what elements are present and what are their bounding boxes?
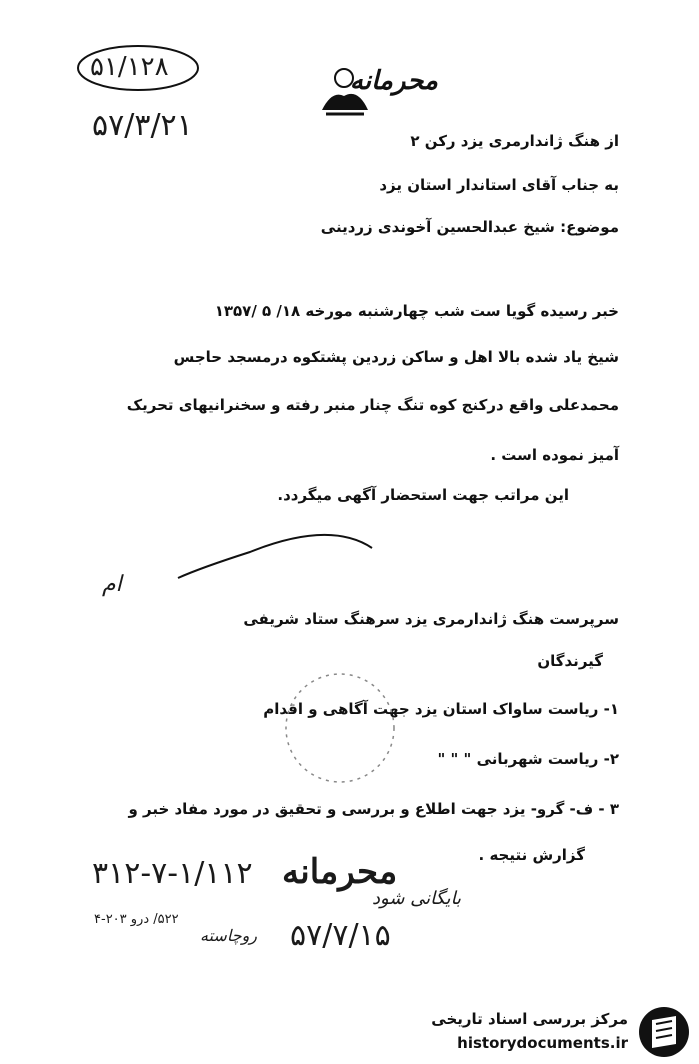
- signature-mark: ام: [102, 572, 122, 597]
- top-handwritten-number: [90, 52, 169, 82]
- bottom-confidential-stamp: [282, 852, 397, 892]
- bottom-signature-scribble: بایگانی شود: [372, 888, 462, 909]
- body-line-5: این مراتب جهت استحضار آگهی میگردد.: [277, 486, 569, 504]
- archive-logo-icon: [636, 1004, 692, 1060]
- body-line-3: محمدعلی واقع درکنج کوه تنگ چنار منبر رفته و سخنرانیهای تحریک: [126, 396, 619, 414]
- recipient-3: ۳ - ف- گرو- یزد جهت اطلاع و بررسی و تحقیق در مورد مفاد خبر و: [128, 800, 619, 818]
- top-stamp-label: محرمانه: [349, 66, 438, 96]
- to-line: به جناب آقای استاندار استان یزد: [379, 176, 619, 194]
- watermark-title: مرکز بررسی اسناد تاریخی: [431, 1010, 628, 1028]
- bottom-handwritten-date: ۵۷/۷/۱۵: [290, 918, 391, 953]
- from-line: از هنگ ژاندارمری یزد رکن ۲: [410, 132, 619, 150]
- signature-line: سرپرست هنگ ژاندارمری یزد سرهنگ ستاد شریفی: [243, 610, 619, 628]
- bottom-handwritten-note: ۵۲۲/ درو ۲۰۳-۴: [94, 912, 179, 927]
- body-line-2: شیخ یاد شده بالا اهل و ساکن زردین پشتکوه درمسجد حاجس: [173, 348, 619, 366]
- watermark-url: historydocuments.ir: [457, 1034, 628, 1052]
- top-confidential-stamp: [288, 62, 438, 122]
- recipient-2: ۲- ریاست شهربانی " " ": [437, 750, 619, 768]
- body-line-4: آمیز نموده است .: [490, 446, 619, 464]
- body-line-1: خبر رسیده گویا ست شب چهارشنبه مورخه ۱۸/ ۵ /۱۳۵۷: [214, 302, 619, 320]
- recipient-1: ۱- ریاست ساواک استان یزد جهت آگاهی و اقدام: [263, 700, 619, 718]
- bottom-stamp-label: محرمانه: [282, 852, 398, 892]
- subject-line: موضوع: شیخ عبدالحسین آخوندی زردینی: [320, 218, 619, 236]
- circle-mark-icon: [82, 46, 202, 94]
- bottom-handwritten-ref: ۳۱۲-۷-۱/۱۱۲: [92, 856, 253, 891]
- recipient-4: گزارش نتیجه .: [478, 846, 585, 864]
- top-number-text: ۵۱/۱۲۸: [90, 52, 169, 82]
- bottom-handwritten-note2: روچاسته: [200, 926, 258, 945]
- recipients-title: گیرندگان: [537, 652, 603, 670]
- top-handwritten-date: ۵۷/۳/۲۱: [92, 108, 193, 143]
- watermark: [408, 1000, 698, 1064]
- faded-round-stamp-icon: [260, 668, 420, 788]
